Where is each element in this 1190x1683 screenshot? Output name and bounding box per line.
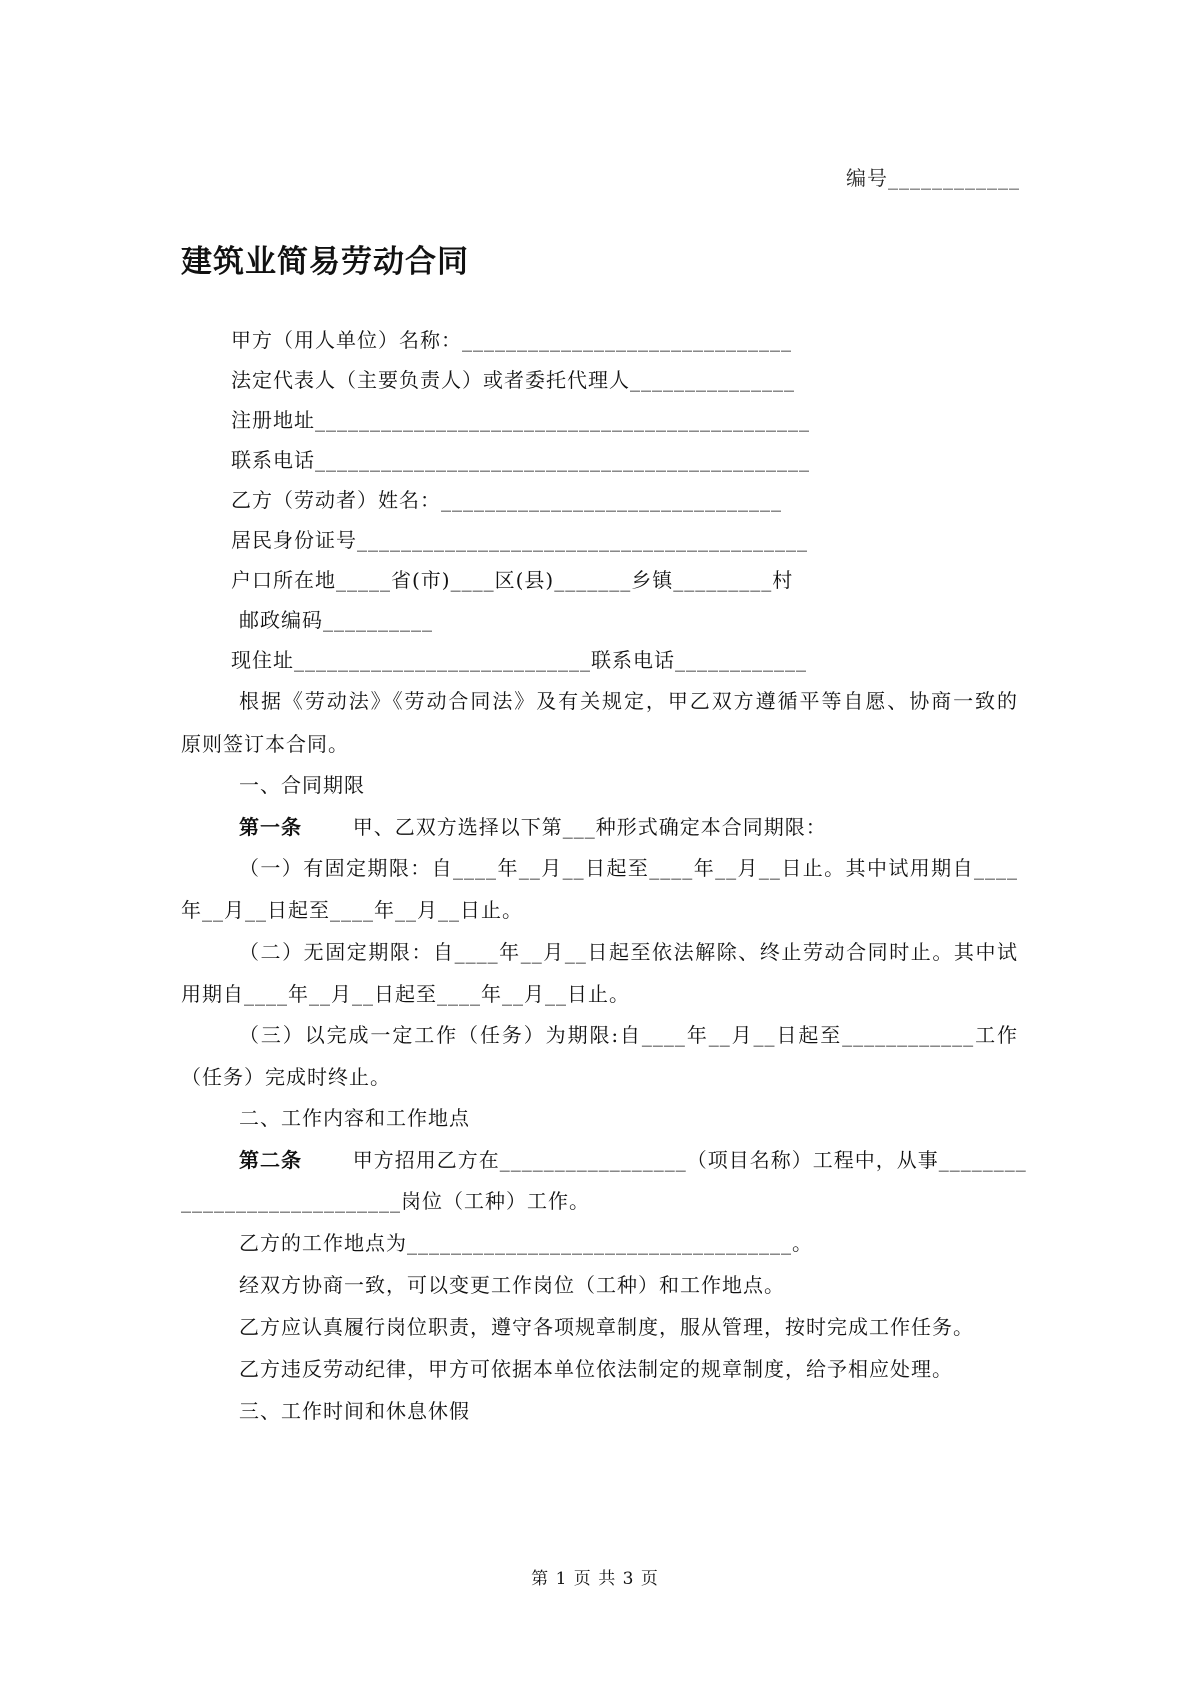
article-1-label: 第一条 (239, 815, 302, 839)
article-1 (239, 814, 827, 840)
party-a-address: 注册地址_____________________________________________ (231, 408, 810, 432)
work-change: 经双方协商一致，可以变更工作岗位（工种）和工作地点。 (239, 1273, 785, 1297)
option-1-line-1: （一）有固定期限：自____年__月__日起至____年__月__日止。其中试用期自____ (239, 856, 1018, 880)
section-3-heading: 三、工作时间和休息休假 (239, 1399, 470, 1423)
article-2-line-2: ____________________岗位（工种）工作。 (181, 1189, 590, 1213)
party-b-hukou: 户口所在地_____省(市)____区(县)_______乡镇_________村 (231, 568, 794, 592)
party-a-representative: 法定代表人（主要负责人）或者委托代理人_______________ (231, 368, 795, 392)
work-discipline: 乙方违反劳动纪律，甲方可依据本单位依法制定的规章制度，给予相应处理。 (239, 1357, 953, 1381)
preamble-line-1: 根据《劳动法》《劳动合同法》及有关规定，甲乙双方遵循平等自愿、协商一致的 (239, 689, 1018, 713)
article-2-label: 第二条 (239, 1148, 302, 1172)
party-b-id: 居民身份证号_________________________________________ (231, 528, 808, 552)
work-duty: 乙方应认真履行岗位职责，遵守各项规章制度，服从管理，按时完成工作任务。 (239, 1315, 974, 1339)
party-b-name: 乙方（劳动者）姓名：_______________________________ (231, 488, 782, 512)
option-1-line-2: 年__月__日起至____年__月__日止。 (181, 898, 523, 922)
document-title: 建筑业简易劳动合同 (181, 244, 469, 280)
party-b-current-address: 现住址___________________________联系电话____________ (231, 648, 807, 672)
party-a-name: 甲方（用人单位）名称：______________________________ (231, 328, 792, 352)
serial-number: 编号____________ (846, 166, 1020, 190)
option-3-line-2: （任务）完成时终止。 (181, 1065, 391, 1089)
work-location: 乙方的工作地点为___________________________________。 (239, 1231, 813, 1255)
option-3-line-1: （三）以完成一定工作（任务）为期限:自____年__月__日起至____________工作 (239, 1023, 1018, 1047)
article-1-text: 甲、乙双方选择以下第___种形式确定本合同期限： (352, 815, 827, 839)
section-1-heading: 一、合同期限 (239, 773, 365, 797)
option-2-line-2: 用期自____年__月__日起至____年__月__日止。 (181, 982, 630, 1006)
page-indicator: 第 1 页 共 3 页 (531, 1569, 659, 1589)
party-b-postcode: 邮政编码__________ (239, 608, 433, 632)
preamble-line-2: 原则签订本合同。 (181, 732, 349, 756)
article-2 (239, 1147, 1027, 1173)
option-2-line-1: （二）无固定期限：自____年__月__日起至依法解除、终止劳动合同时止。其中试 (239, 940, 1018, 964)
party-a-phone: 联系电话_____________________________________________ (231, 448, 810, 472)
section-2-heading: 二、工作内容和工作地点 (239, 1106, 470, 1130)
article-2-text: 甲方招用乙方在_________________（项目名称）工程中，从事________ (352, 1148, 1027, 1172)
